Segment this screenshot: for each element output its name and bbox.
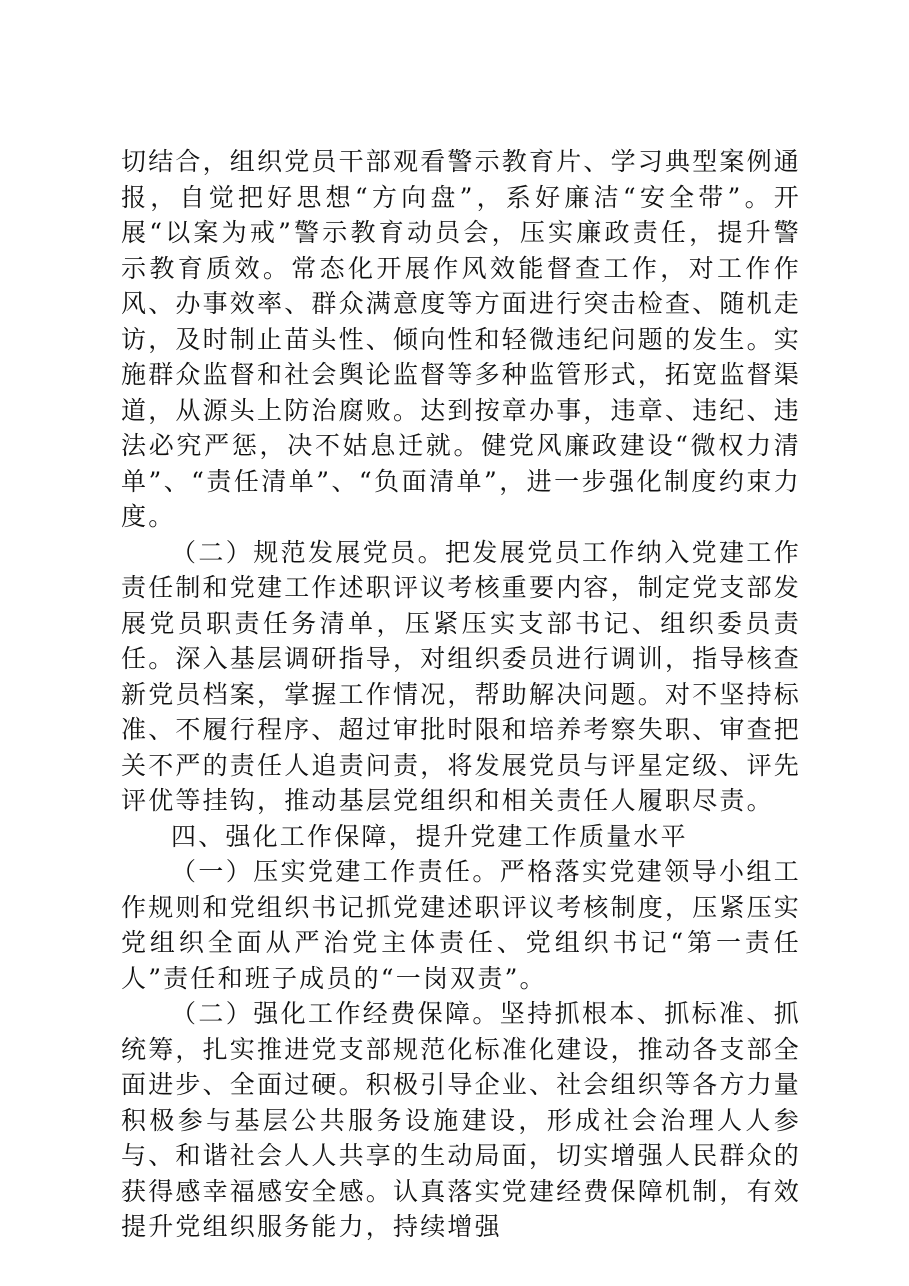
paragraph-funding-guarantee: （二）强化工作经费保障。坚持抓根本、抓标准、抓统筹，扎实推进党支部规范化标准化建设，推动各支部全面进步、全面过硬。积极引导企业、社会组织等各方力量积极参与基层公共服务设施建设，形成社会治理人人参与、和谐社会人人共享的生动局面，切实增强人民群众的获得感幸福感安全感。认真落实党建经费保障机制，有效提升党组织服务能力，持续增强 (121, 999, 802, 1241)
paragraph-party-building-responsibility: （一）压实党建工作责任。严格落实党建领导小组工作规则和党组织书记抓党建述职评议考核制度，压紧压实党组织全面从严治党主体责任、党组织书记“第一责任人”责任和班子成员的“一岗双责”。 (121, 857, 802, 993)
paragraph-party-member-development: （二）规范发展党员。把发展党员工作纳入党建工作责任制和党建工作述职评议考核重要内容，制定党支部发展党员职责任务清单，压紧压实支部书记、组织委员责任。深入基层调研指导，对组织委员进行调训，指导核查新党员档案，掌握工作情况，帮助解决问题。对不坚持标准、不履行程序、超过审批时限和培养考察失职、审查把关不严的责任人追责问责，将发展党员与评星定级、评先评优等挂钩，推动基层党组织和相关责任人履职尽责。 (121, 537, 802, 815)
paragraph-warning-education: 切结合，组织党员干部观看警示教育片、学习典型案例通报，自觉把好思想“方向盘”，系好廉洁“安全带”。开展“以案为戒”警示教育动员会，压实廉政责任，提升警示教育质效。常态化开展作风效能督查工作，对工作作风、办事效率、群众满意度等方面进行突击检查、随机走访，及时制止苗头性、倾向性和轻微违纪问题的发生。实施群众监督和社会舆论监督等多种监管形式，拓宽监督渠道，从源头上防治腐败。达到按章办事，违章、违纪、违法必究严惩，决不姑息迁就。健党风廉政建设“微权力清单”、“责任清单”、“负面清单”，进一步强化制度约束力度。 (121, 147, 802, 531)
section-heading-work-guarantee: 四、强化工作保障，提升党建工作质量水平 (171, 821, 688, 851)
document-body (121, 144, 801, 1245)
